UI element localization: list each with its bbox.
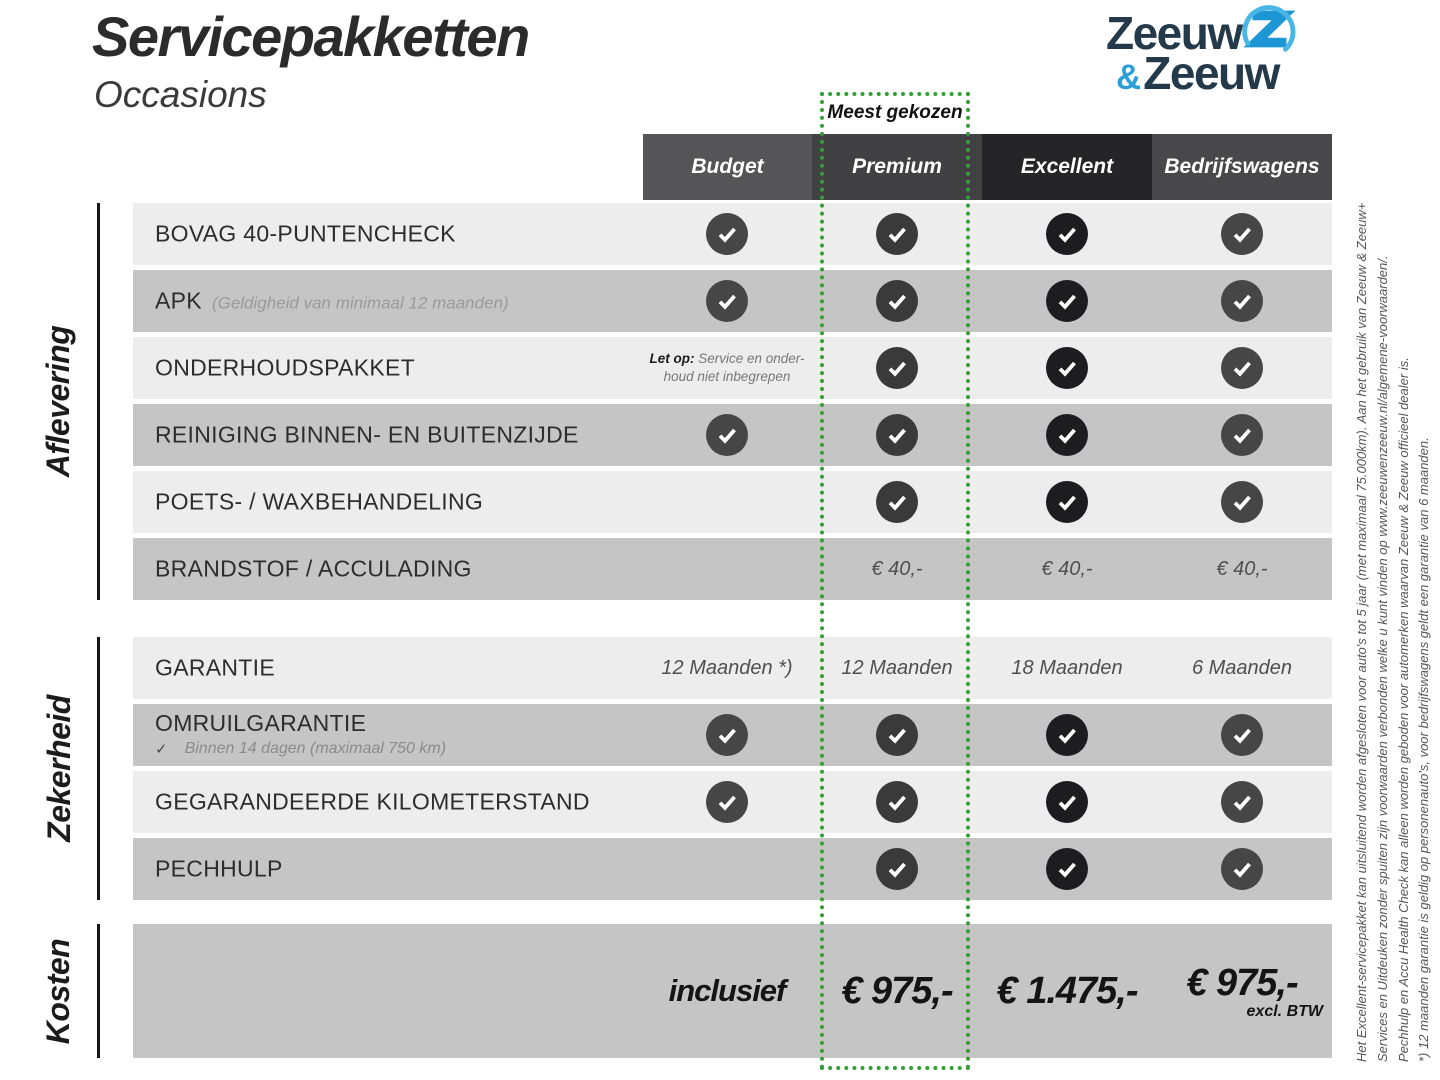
- section-divider-kosten: [97, 924, 100, 1058]
- logo-word-1: Zeeuw: [1106, 7, 1242, 60]
- check-icon: [1046, 781, 1088, 823]
- check-icon: [876, 848, 918, 890]
- check-icon: [1221, 414, 1263, 456]
- row-label: ONDERHOUDSPAKKET: [155, 354, 415, 381]
- row-label: OMRUILGARANTIE ✓ Binnen 14 dagen (maximaal 750 km): [155, 710, 447, 758]
- table-row: [133, 270, 1332, 332]
- row-label: BOVAG 40-PUNTENCHECK: [155, 220, 456, 247]
- check-icon: [1046, 213, 1088, 255]
- warranty-value: 12 Maanden *): [661, 656, 793, 679]
- section-divider-zekerheid: [97, 637, 100, 900]
- table-row: [133, 337, 1332, 399]
- cost-budget: inclusief: [668, 973, 786, 1008]
- check-icon: [1046, 414, 1088, 456]
- price-value: € 40,-: [1041, 557, 1093, 580]
- check-icon: [706, 280, 748, 322]
- check-icon: [706, 414, 748, 456]
- column-header-excellent: Excellent: [982, 134, 1152, 200]
- most-chosen-badge: Meest gekozen: [827, 102, 963, 123]
- check-icon: [876, 347, 918, 389]
- column-header-bedrijfswagens: Bedrijfswagens: [1152, 134, 1332, 200]
- check-small-icon: ✓: [155, 740, 168, 758]
- row-label: REINIGING BINNEN- EN BUITENZIJDE: [155, 421, 579, 448]
- check-icon: [1046, 280, 1088, 322]
- check-icon: [876, 280, 918, 322]
- warranty-value: 12 Maanden: [841, 656, 953, 679]
- footnote-line: Services en Uitdeuken zonder spuiten zijn voorwaarden verbonden welke u kunt vinden op www.zeeuwenzeeuw.nl/algemene-voorwaarden/.: [1374, 255, 1390, 1062]
- table-row: [133, 771, 1332, 833]
- budget-note: Let op: Service en onder- houd niet inbegrepen: [649, 350, 805, 384]
- row-label: BRANDSTOF / ACCULADING: [155, 555, 472, 582]
- cost-excellent: € 1.475,-: [996, 969, 1138, 1012]
- check-icon: [1046, 714, 1088, 756]
- row-sub-note: ✓ Binnen 14 dagen (maximaal 750 km): [155, 740, 447, 758]
- legal-footnotes: [1352, 137, 1435, 1062]
- price-value: € 40,-: [1216, 557, 1268, 580]
- table-row: [133, 838, 1332, 900]
- check-icon: [1221, 781, 1263, 823]
- check-icon: [876, 213, 918, 255]
- cost-bedrijfswagens-note: excl. BTW: [1246, 1002, 1323, 1020]
- table-row: [133, 637, 1332, 699]
- check-icon: [876, 414, 918, 456]
- table-row: [133, 471, 1332, 533]
- footnote-line: *) 12 maanden garantie is geldig op personenauto's, voor bedrijfswagens geldt een garantie van 6 maanden.: [1416, 437, 1432, 1062]
- page-title: Servicepakketten: [92, 5, 529, 68]
- check-icon: [1221, 213, 1263, 255]
- footnote-line: Het Excellent-servicepakket kan uitsluitend worden afgesloten voor auto's tot 5 jaar (met maximaal 75.000km). Aan het gebruik van Zeeuw & Zeeuw+: [1354, 202, 1369, 1062]
- cost-bedrijfswagens: € 975,-: [1186, 961, 1298, 1004]
- warranty-value: 6 Maanden: [1191, 656, 1293, 679]
- cost-premium: € 975,-: [841, 969, 953, 1012]
- row-label: APK (Geldigheid van minimaal 12 maanden): [155, 287, 509, 314]
- logo-word-2: Zeeuw: [1143, 47, 1279, 99]
- section-label-zekerheid: Zekerheid: [40, 695, 77, 842]
- check-icon: [1221, 347, 1263, 389]
- table-row: [133, 704, 1332, 766]
- zeeuw-en-zeeuw-logo: [1106, 4, 1336, 98]
- check-icon: [1046, 347, 1088, 389]
- table-row: [133, 203, 1332, 265]
- check-icon: [706, 714, 748, 756]
- section-label-kosten: Kosten: [40, 938, 77, 1044]
- check-icon: [1221, 848, 1263, 890]
- row-label: PECHHULP: [155, 855, 283, 882]
- column-header-budget: Budget: [643, 134, 812, 200]
- footnote-line: Pechhulp en Accu Health Check kan alleen worden geboden voor automerken waarvan Zeeuw & Zeeuw officieel dealer is.: [1395, 357, 1411, 1062]
- logo-ampersand: &: [1116, 58, 1142, 97]
- row-label: POETS- / WAXBEHANDELING: [155, 488, 484, 515]
- check-icon: [876, 481, 918, 523]
- check-icon: [706, 213, 748, 255]
- check-icon: [1221, 280, 1263, 322]
- row-label: GEGARANDEERDE KILOMETERSTAND: [155, 788, 590, 815]
- check-icon: [1046, 481, 1088, 523]
- table-row: [133, 404, 1332, 466]
- warranty-value: 18 Maanden: [1011, 656, 1123, 679]
- costs-row: [133, 924, 1332, 1058]
- check-icon: [706, 781, 748, 823]
- check-icon: [1221, 481, 1263, 523]
- check-icon: [876, 714, 918, 756]
- section-label-aflevering: Aflevering: [40, 325, 77, 478]
- table-row: [133, 538, 1332, 600]
- row-label-note: (Geldigheid van minimaal 12 maanden): [211, 293, 509, 313]
- column-header-premium: Premium: [812, 134, 982, 200]
- check-icon: [876, 781, 918, 823]
- check-icon: [1221, 714, 1263, 756]
- row-label: GARANTIE: [155, 654, 275, 681]
- section-divider-aflevering: [97, 203, 100, 600]
- check-icon: [1046, 848, 1088, 890]
- price-value: € 40,-: [871, 557, 923, 580]
- page-subtitle: Occasions: [94, 74, 267, 115]
